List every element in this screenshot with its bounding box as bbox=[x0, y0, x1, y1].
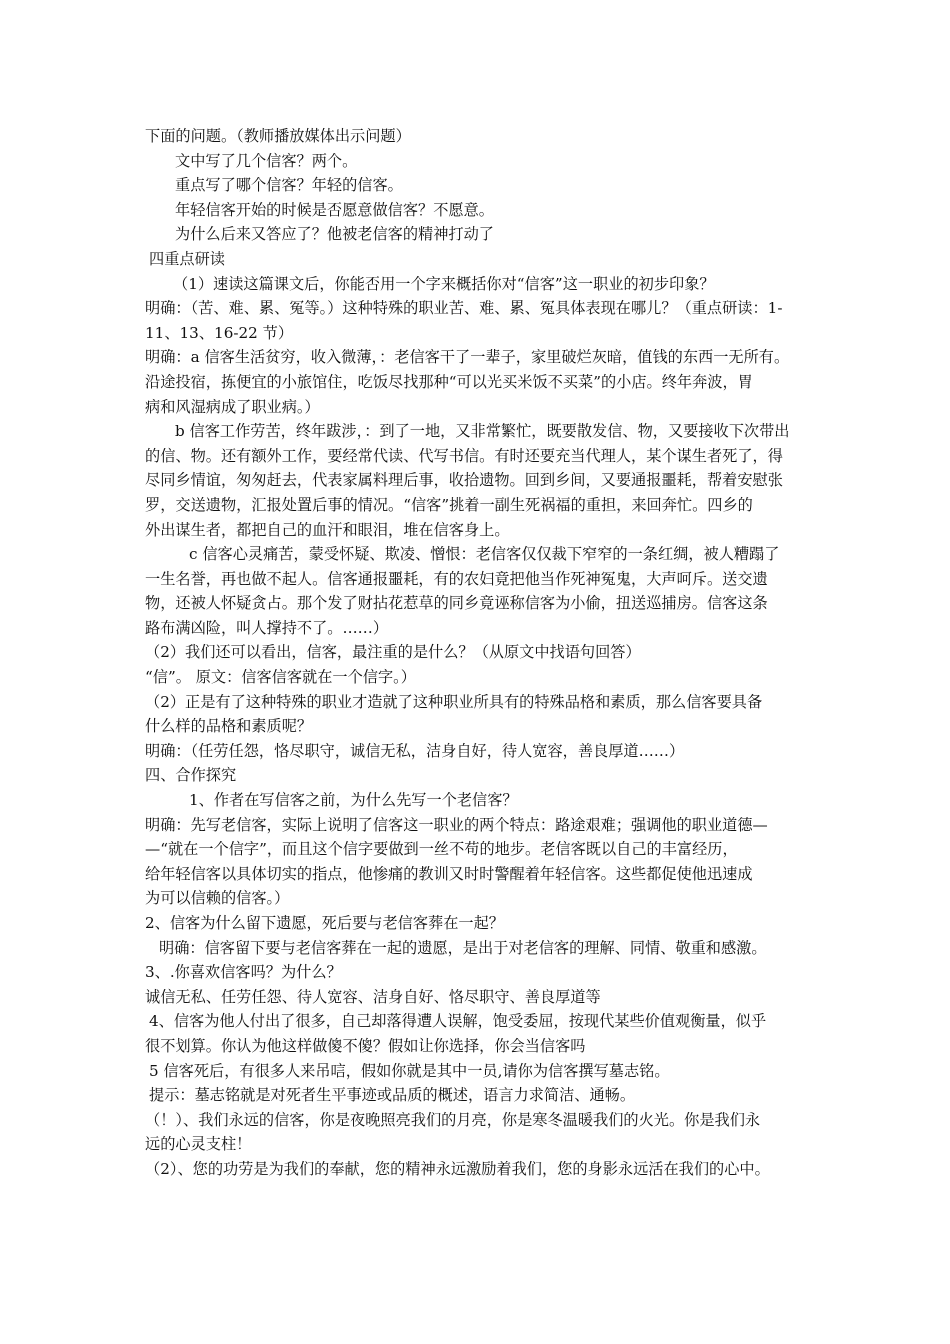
text-line: 年轻信客开始的时候是否愿意做信客？不愿意。 bbox=[175, 200, 494, 219]
text-line: 为可以信赖的信客。） bbox=[145, 889, 290, 908]
question-line: 4、信客为他人付出了很多，自己却落得遭人误解，饱受委屈，按现代某些价值观衡量，似乎 bbox=[149, 1012, 767, 1031]
text-line: 明确：先写老信客，实际上说明了信客这一职业的两个特点：路途艰难；强调他的职业道德— bbox=[145, 815, 768, 834]
text-line: 为什么后来又答应了？他被老信客的精神打动了 bbox=[175, 225, 494, 244]
text-line: —“就在一个信字”，而且这个信字要做到一丝不苟的地步。老信客既以自己的丰富经历， bbox=[145, 840, 738, 859]
text-line: 重点写了哪个信客？年轻的信客。 bbox=[175, 176, 403, 195]
text-line: c 信客心灵痛苦，蒙受怀疑、欺凌、憎恨：老信客仅仅裁下窄窄的一条红绸，被人糟蹋了 bbox=[189, 545, 780, 564]
text-line: 什么样的品格和素质呢？ bbox=[145, 717, 313, 736]
text-line: 11、13、16-22 节） bbox=[145, 323, 294, 342]
document-body bbox=[145, 124, 825, 1182]
question-line: （2）正是有了这种特殊的职业才造就了这种职业所具有的特殊品格和素质，那么信客要具备 bbox=[145, 692, 763, 711]
text-line: “信”。 原文：信客信客就在一个信字。） bbox=[145, 668, 416, 687]
text-line: 文中写了几个信客？两个。 bbox=[175, 151, 358, 170]
text-line: 远的心灵支柱！ bbox=[145, 1135, 252, 1154]
text-line: 一生名誉，再也做不起人。信客通报噩耗，有的农妇竟把他当作死神冤鬼，大声呵斥。送交遗 bbox=[145, 569, 768, 588]
question-line: 1、作者在写信客之前，为什么先写一个老信客？ bbox=[189, 791, 518, 810]
text-line: 很不划算。你认为他这样做傻不傻？假如让你选择，你会当信客吗 bbox=[145, 1036, 586, 1055]
question-line: （1）速读这篇课文后，你能否用一个字来概括你对“信客”这一职业的初步印象？ bbox=[173, 274, 715, 293]
text-line: 明确：信客留下要与老信客葬在一起的遗愿，是出于对老信客的理解、同情、敬重和感激。 bbox=[159, 938, 767, 957]
text-line: 外出谋生者，都把自己的血汗和眼泪，堆在信客身上。 bbox=[145, 520, 510, 539]
text-line: 病和风湿病成了职业病。） bbox=[145, 397, 320, 416]
text-line: b 信客工作劳苦，终年跋涉，：到了一地，又非常繁忙，既要散发信、物，又要接收下次带出 bbox=[175, 422, 790, 441]
text-line: 路布满凶险，叫人撑持不了。……） bbox=[145, 618, 388, 637]
section-heading: 四重点研读 bbox=[149, 249, 225, 268]
text-line: 诚信无私、任劳任怨、待人宽容、洁身自好、恪尽职守、善良厚道等 bbox=[145, 987, 601, 1006]
text-line: 明确：（任劳任怨，恪尽职守，诚信无私，洁身自好，待人宽容，善良厚道……） bbox=[145, 741, 685, 760]
text-line: 下面的问题。（教师播放媒体出示问题） bbox=[145, 127, 411, 145]
text-line: 给年轻信客以具体切实的指点，他惨痛的教训又时时警醒着年轻信客。这些都促使他迅速成 bbox=[145, 864, 753, 883]
text-line: 物，还被人怀疑贪占。那个发了财拈花惹草的同乡竟诬称信客为小偷，扭送巡捕房。信客这条 bbox=[145, 594, 768, 613]
text-line: 沿途投宿，拣便宜的小旅馆住，吃饭尽找那种“可以光买米饭不买菜”的小店。终年奔波，胃 bbox=[145, 372, 753, 391]
text-line: （2）、您的功劳是为我们的奉献，您的精神永远激励着我们，您的身影永远活在我们的心中。 bbox=[145, 1159, 770, 1178]
question-line: 3、.你喜欢信客吗？为什么？ bbox=[145, 963, 342, 982]
text-line: 的信、物。还有额外工作，要经常代读、代写书信。有时还要充当代理人，某个谋生者死了，得 bbox=[145, 446, 783, 465]
text-line: 明确：（苦、难、累、冤等。）这种特殊的职业苦、难、累、冤具体表现在哪儿？（重点研读：1- bbox=[145, 299, 783, 318]
question-line: （2）我们还可以看出，信客，最注重的是什么？（从原文中找语句回答） bbox=[145, 643, 641, 662]
question-line: 5 信客死后，有很多人来吊唁，假如你就是其中一员,请你为信客撰写墓志铭。 bbox=[149, 1061, 670, 1080]
text-line: （！）、我们永远的信客，你是夜晚照亮我们的月亮，你是寒冬温暖我们的火光。你是我们永 bbox=[145, 1110, 761, 1129]
text-line: 提示：墓志铭就是对死者生平事迹或品质的概述，语言力求简洁、通畅。 bbox=[149, 1086, 635, 1105]
text-line: 明确：a 信客生活贫穷，收入微薄，：老信客干了一辈子，家里破烂灰暗，值钱的东西一无所有。 bbox=[145, 348, 790, 367]
text-line: 罗，交送遗物，汇报处置后事的情况。“信客”挑着一副生死祸福的重担，来回奔忙。四乡的 bbox=[145, 495, 753, 514]
section-heading: 四、合作探究 bbox=[145, 766, 237, 785]
text-line: 尽同乡情谊，匆匆赶去，代表家属料理后事，收拾遗物。回到乡间，又要通报噩耗，帮着安慰张 bbox=[145, 471, 783, 490]
question-line: 2、信客为什么留下遗愿，死后要与老信客葬在一起？ bbox=[145, 914, 504, 932]
